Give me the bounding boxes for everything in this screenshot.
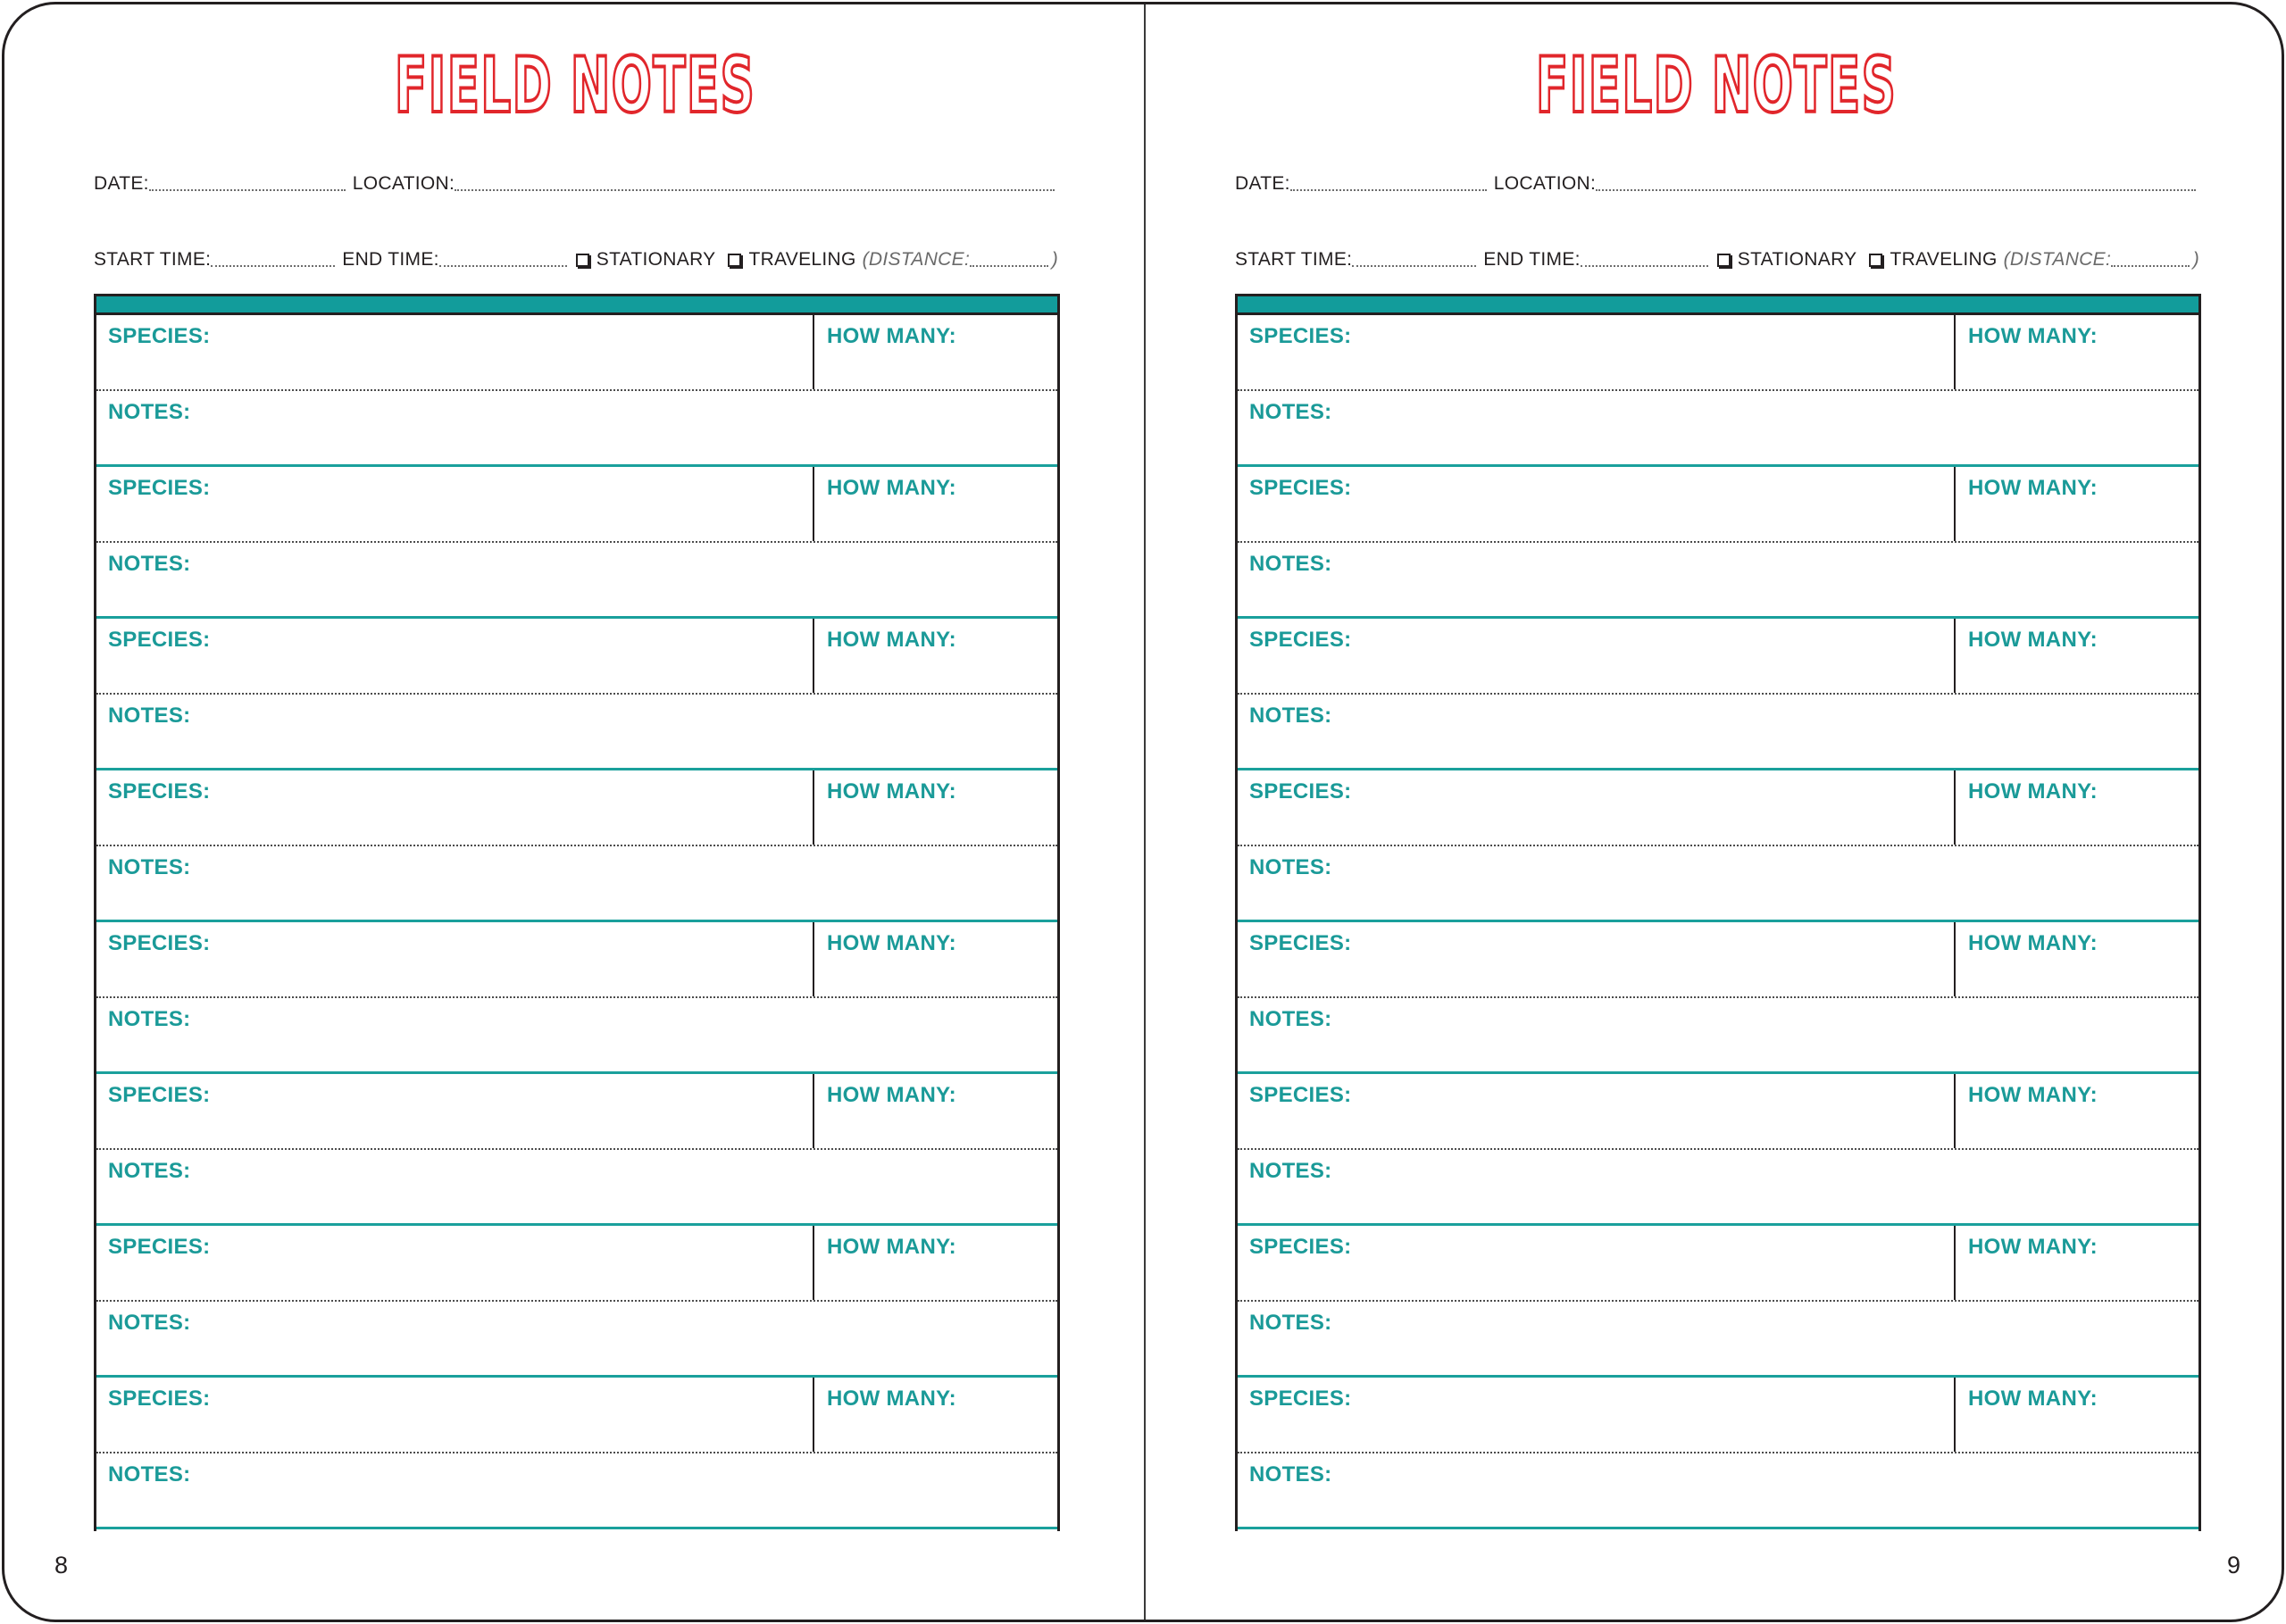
how-many-field[interactable] xyxy=(1956,315,2198,389)
species-row xyxy=(96,770,1057,846)
notes-label: NOTES: xyxy=(1249,552,1332,576)
species-entry xyxy=(96,1378,1057,1529)
species-label: SPECIES: xyxy=(108,628,211,652)
traveling-label: TRAVELING xyxy=(748,249,856,270)
stationary-option[interactable] xyxy=(1717,249,1857,271)
how-many-field[interactable] xyxy=(814,1378,1057,1452)
species-label: SPECIES: xyxy=(1249,779,1352,804)
notes-field[interactable] xyxy=(1238,846,2198,920)
species-field[interactable] xyxy=(1238,315,1956,389)
species-entry xyxy=(1238,619,2198,770)
species-entry xyxy=(1238,1074,2198,1226)
species-log-table xyxy=(1235,294,2201,1531)
notes-field[interactable] xyxy=(1238,543,2198,616)
stationary-checkbox[interactable] xyxy=(576,254,589,267)
species-field[interactable] xyxy=(96,922,814,996)
traveling-label: TRAVELING xyxy=(1890,249,1998,270)
species-label: SPECIES: xyxy=(1249,628,1352,652)
page-title: FIELD NOTES xyxy=(394,41,756,130)
species-entry xyxy=(1238,922,2198,1074)
time-mode-row xyxy=(1235,244,2199,271)
date-label: DATE: xyxy=(1235,173,1290,194)
date-label: DATE: xyxy=(94,173,149,194)
how-many-label: HOW MANY: xyxy=(827,779,956,804)
notes-label: NOTES: xyxy=(108,1159,191,1183)
species-row xyxy=(1238,619,2198,695)
species-label: SPECIES: xyxy=(108,324,211,348)
species-entry xyxy=(1238,467,2198,619)
how-many-label: HOW MANY: xyxy=(827,1387,956,1411)
species-field[interactable] xyxy=(1238,1378,1956,1452)
end-time-label: END TIME: xyxy=(342,249,439,270)
how-many-field[interactable] xyxy=(1956,1226,2198,1300)
species-field[interactable] xyxy=(1238,922,1956,996)
notes-field[interactable] xyxy=(96,1150,1057,1223)
species-field[interactable] xyxy=(96,1074,814,1148)
distance-close: ) xyxy=(1051,249,1058,270)
location-field[interactable] xyxy=(455,187,1055,191)
how-many-label: HOW MANY: xyxy=(1968,476,2098,500)
species-row xyxy=(1238,467,2198,543)
species-field[interactable] xyxy=(1238,770,1956,845)
how-many-field[interactable] xyxy=(814,770,1057,845)
species-label: SPECIES: xyxy=(1249,1387,1352,1411)
left-page xyxy=(4,4,1146,1620)
species-field[interactable] xyxy=(96,467,814,541)
how-many-label: HOW MANY: xyxy=(827,628,956,652)
distance-label: (DISTANCE: xyxy=(2003,249,2112,270)
species-row xyxy=(96,467,1057,543)
end-time-field[interactable] xyxy=(439,263,567,267)
species-field[interactable] xyxy=(1238,1226,1956,1300)
species-field[interactable] xyxy=(96,619,814,693)
species-field[interactable] xyxy=(1238,467,1956,541)
notebook-spread xyxy=(2,2,2284,1622)
date-field[interactable] xyxy=(149,187,346,191)
notes-field[interactable] xyxy=(96,998,1057,1071)
species-entry xyxy=(1238,1226,2198,1378)
how-many-label: HOW MANY: xyxy=(827,1083,956,1107)
how-many-field[interactable] xyxy=(814,467,1057,541)
species-row xyxy=(1238,315,2198,391)
species-label: SPECIES: xyxy=(1249,324,1352,348)
notes-field[interactable] xyxy=(96,391,1057,464)
species-field[interactable] xyxy=(1238,619,1956,693)
distance-close: ) xyxy=(2192,249,2199,270)
notes-label: NOTES: xyxy=(108,1462,191,1487)
notes-field[interactable] xyxy=(1238,1302,2198,1375)
location-label: LOCATION: xyxy=(352,173,455,194)
species-label: SPECIES: xyxy=(1249,476,1352,500)
how-many-label: HOW MANY: xyxy=(827,1235,956,1259)
time-mode-row xyxy=(94,244,1058,271)
notes-label: NOTES: xyxy=(1249,1462,1332,1487)
how-many-field[interactable] xyxy=(1956,467,2198,541)
notes-field[interactable] xyxy=(96,1453,1057,1527)
species-label: SPECIES: xyxy=(108,476,211,500)
page-number: 8 xyxy=(54,1552,69,1578)
species-entry xyxy=(96,770,1057,922)
notes-label: NOTES: xyxy=(108,400,191,424)
right-page xyxy=(1146,4,2284,1620)
species-entry xyxy=(96,922,1057,1074)
how-many-field[interactable] xyxy=(814,1226,1057,1300)
species-entry xyxy=(96,619,1057,770)
how-many-field[interactable] xyxy=(814,619,1057,693)
notes-field[interactable] xyxy=(1238,391,2198,464)
distance-field[interactable] xyxy=(970,263,1048,267)
how-many-label: HOW MANY: xyxy=(1968,1083,2098,1107)
traveling-checkbox[interactable] xyxy=(728,254,741,267)
species-label: SPECIES: xyxy=(108,931,211,955)
species-label: SPECIES: xyxy=(1249,1083,1352,1107)
table-header-band xyxy=(1238,294,2198,315)
notes-label: NOTES: xyxy=(108,704,191,728)
traveling-checkbox[interactable] xyxy=(1869,254,1882,267)
how-many-label: HOW MANY: xyxy=(1968,931,2098,955)
end-time-label: END TIME: xyxy=(1483,249,1581,270)
how-many-label: HOW MANY: xyxy=(1968,779,2098,804)
species-entry xyxy=(1238,1378,2198,1529)
notes-label: NOTES: xyxy=(108,1311,191,1335)
how-many-label: HOW MANY: xyxy=(827,476,956,500)
species-label: SPECIES: xyxy=(108,779,211,804)
notes-label: NOTES: xyxy=(108,1007,191,1031)
location-label: LOCATION: xyxy=(1493,173,1597,194)
date-location-row xyxy=(94,168,1058,195)
species-entry xyxy=(96,1226,1057,1378)
how-many-label: HOW MANY: xyxy=(827,324,956,348)
distance-label: (DISTANCE: xyxy=(862,249,971,270)
how-many-field[interactable] xyxy=(1956,1074,2198,1148)
how-many-label: HOW MANY: xyxy=(827,931,956,955)
notes-label: NOTES: xyxy=(108,552,191,576)
notes-label: NOTES: xyxy=(108,855,191,879)
traveling-option[interactable] xyxy=(1869,249,1997,271)
species-entry xyxy=(96,467,1057,619)
species-field[interactable] xyxy=(96,1226,814,1300)
stationary-option[interactable] xyxy=(576,249,716,271)
species-row xyxy=(96,1074,1057,1150)
notes-label: NOTES: xyxy=(1249,400,1332,424)
species-entry xyxy=(96,315,1057,467)
species-row xyxy=(96,315,1057,391)
end-time-field[interactable] xyxy=(1581,263,1708,267)
species-row xyxy=(1238,922,2198,998)
entry-list xyxy=(1238,315,2198,1529)
how-many-label: HOW MANY: xyxy=(1968,1387,2098,1411)
table-header-band xyxy=(96,294,1057,315)
how-many-field[interactable] xyxy=(814,1074,1057,1148)
how-many-label: HOW MANY: xyxy=(1968,1235,2098,1259)
notes-label: NOTES: xyxy=(1249,855,1332,879)
how-many-label: HOW MANY: xyxy=(1968,324,2098,348)
species-entry xyxy=(1238,770,2198,922)
notes-label: NOTES: xyxy=(1249,704,1332,728)
notes-label: NOTES: xyxy=(1249,1311,1332,1335)
species-field[interactable] xyxy=(1238,1074,1956,1148)
page-title: FIELD NOTES xyxy=(1535,41,1898,130)
start-time-field[interactable] xyxy=(211,263,335,267)
start-time-label: START TIME: xyxy=(94,249,212,270)
start-time-field[interactable] xyxy=(1352,263,1476,267)
location-field[interactable] xyxy=(1596,187,2196,191)
species-field[interactable] xyxy=(96,1378,814,1452)
notes-field[interactable] xyxy=(1238,1150,2198,1223)
notes-field[interactable] xyxy=(1238,1453,2198,1527)
species-field[interactable] xyxy=(96,315,814,389)
species-row xyxy=(1238,1074,2198,1150)
species-label: SPECIES: xyxy=(108,1387,211,1411)
how-many-field[interactable] xyxy=(1956,770,2198,845)
traveling-option[interactable] xyxy=(728,249,855,271)
species-row xyxy=(1238,770,2198,846)
distance-field[interactable] xyxy=(2111,263,2190,267)
how-many-field[interactable] xyxy=(814,315,1057,389)
species-label: SPECIES: xyxy=(108,1083,211,1107)
date-location-row xyxy=(1235,168,2199,195)
notes-field[interactable] xyxy=(1238,998,2198,1071)
notes-label: NOTES: xyxy=(1249,1007,1332,1031)
notes-field[interactable] xyxy=(1238,695,2198,768)
how-many-label: HOW MANY: xyxy=(1968,628,2098,652)
date-field[interactable] xyxy=(1290,187,1487,191)
species-log-table xyxy=(94,294,1060,1531)
how-many-field[interactable] xyxy=(1956,1378,2198,1452)
stationary-label: STATIONARY xyxy=(596,249,716,270)
species-row xyxy=(96,1378,1057,1453)
species-row xyxy=(96,922,1057,998)
species-label: SPECIES: xyxy=(1249,931,1352,955)
page-number: 9 xyxy=(2226,1552,2240,1578)
how-many-field[interactable] xyxy=(814,922,1057,996)
notes-field[interactable] xyxy=(96,846,1057,920)
entry-list xyxy=(96,315,1057,1529)
stationary-label: STATIONARY xyxy=(1737,249,1857,270)
stationary-checkbox[interactable] xyxy=(1717,254,1731,267)
species-field[interactable] xyxy=(96,770,814,845)
notes-field[interactable] xyxy=(96,1302,1057,1375)
notes-field[interactable] xyxy=(96,543,1057,616)
notes-label: NOTES: xyxy=(1249,1159,1332,1183)
species-entry xyxy=(96,1074,1057,1226)
species-row xyxy=(96,1226,1057,1302)
species-entry xyxy=(1238,315,2198,467)
start-time-label: START TIME: xyxy=(1235,249,1353,270)
species-row xyxy=(96,619,1057,695)
notes-field[interactable] xyxy=(96,695,1057,768)
species-row xyxy=(1238,1226,2198,1302)
how-many-field[interactable] xyxy=(1956,619,2198,693)
species-label: SPECIES: xyxy=(108,1235,211,1259)
species-label: SPECIES: xyxy=(1249,1235,1352,1259)
how-many-field[interactable] xyxy=(1956,922,2198,996)
species-row xyxy=(1238,1378,2198,1453)
